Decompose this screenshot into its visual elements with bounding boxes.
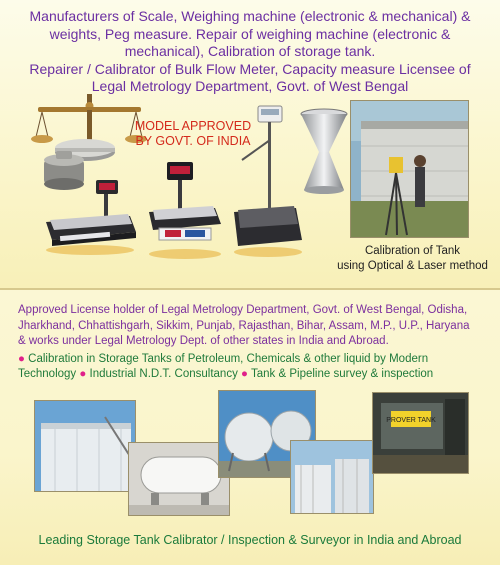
services-bullets (18, 352, 484, 383)
bullet-dot-icon: ● (18, 352, 25, 365)
prover-tank-sign: PROVER TANK (386, 417, 436, 424)
counter-scale-icon (145, 160, 225, 262)
peg-measure-icon (298, 108, 350, 196)
heading-line: weights, Peg measure. Repair of weighing machine (electronic & (49, 25, 451, 42)
bullet-text: Technology (18, 368, 77, 380)
license-block (18, 303, 484, 383)
bullet-text: Tank & Pipeline survey & inspection (251, 368, 434, 380)
approval-line: BY GOVT. OF INDIA (135, 134, 251, 148)
prover-tank-photo (372, 392, 469, 474)
table-top-scale-icon (40, 176, 138, 256)
tank-farm-photo (290, 440, 374, 514)
heading-block (10, 8, 490, 96)
license-line: Jharkhand, Chhattishgarh, Sikkim, Punjab, Rajasthan, Bihar, Assam, M.P., U.P., Haryana (18, 319, 470, 332)
approval-line: MODEL APPROVED (134, 119, 252, 133)
heading-line: Legal Metrology Department, Govt. of West Bengal (91, 78, 409, 94)
license-line: Approved License holder of Legal Metrology Department, Govt. of West Bengal, Odisha, (18, 304, 468, 316)
heading-line: Manufacturers of Scale, Weighing machine (electronic & mechanical) & (29, 8, 471, 24)
footer-tagline: Leading Storage Tank Calibrator / Inspection & Surveyor in India and Abroad (38, 533, 462, 547)
storage-tank-photo (34, 400, 136, 492)
bullet-dot-icon: ● (79, 368, 87, 380)
tank-calibration-photo (350, 100, 469, 238)
bullet-text: Industrial N.D.T. Consultancy (89, 368, 238, 380)
bullet-text: Calibration in Storage Tanks of Petroleum, Chemicals & other liquid by Modern (28, 352, 429, 365)
bullet-dot-icon: ● (241, 368, 248, 380)
heading-line: mechanical), Calibration of storage tank. (124, 43, 376, 59)
calibration-caption (325, 244, 500, 274)
heading-line: Repairer / Calibrator of Bulk Flow Meter, Capacity measure Licensee of (29, 60, 471, 77)
caption-line: Calibration of Tank (364, 245, 461, 257)
horizontal-tank-photo (128, 442, 230, 516)
license-line: & works under Legal Metrology Dept. of other states in India and Abroad. (18, 335, 389, 347)
caption-line: using Optical & Laser method (337, 260, 488, 272)
model-approved-label (128, 119, 258, 149)
